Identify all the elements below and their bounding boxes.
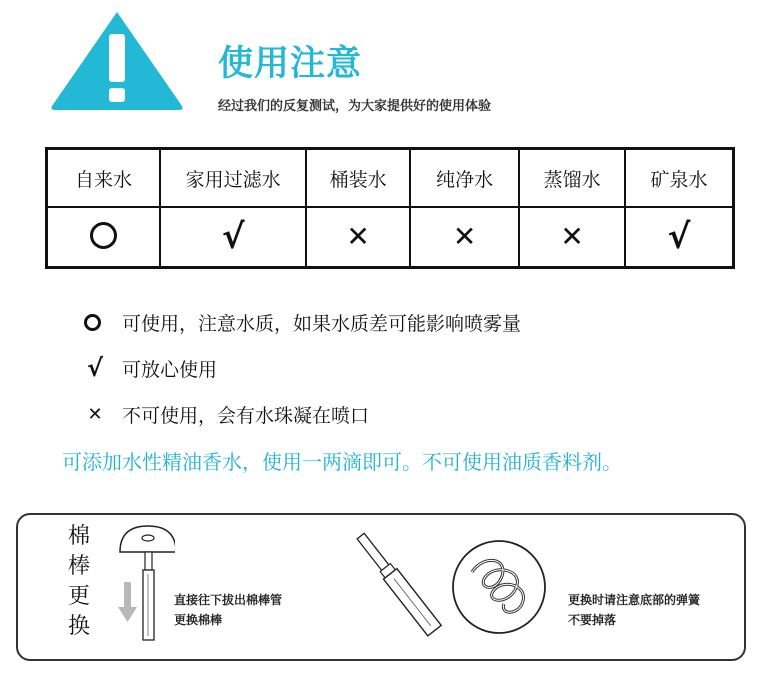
check-icon: √ (86, 354, 103, 382)
legend-text: 可放心使用 (122, 358, 218, 381)
table-header-cell: 矿泉水 (625, 149, 734, 208)
cross-icon: ✕ (452, 220, 477, 253)
check-icon: √ (667, 217, 691, 257)
table-header-cell: 蒸馏水 (519, 149, 625, 208)
cross-icon: ✕ (87, 404, 103, 425)
cotton-replace-title: 棉 棒 更 换 (67, 524, 90, 639)
legend-item (84, 401, 369, 428)
cross-icon: ✕ (560, 220, 584, 253)
cross-icon: ✕ (346, 220, 370, 253)
table-header-row (47, 149, 734, 208)
table-header-cell: 桶装水 (306, 149, 410, 208)
usage-note: 可添加水性精油香水，使用一两滴即可。不可使用油质香料剂。 (62, 450, 622, 474)
water-compatibility-table (45, 147, 735, 269)
legend-text: 可使用，注意水质，如果水质差可能影响喷雾量 (122, 313, 522, 335)
legend-item (84, 354, 217, 382)
spring-icon (444, 532, 554, 642)
legend-text: 不可使用，会有水珠凝在喷口 (122, 405, 370, 427)
page-title: 使用注意 (218, 44, 363, 84)
circle-icon (90, 222, 117, 249)
circle-icon (84, 314, 101, 331)
legend-item (84, 309, 521, 336)
cotton-rod-illustration (350, 528, 450, 640)
check-icon: √ (221, 217, 245, 257)
cotton-stick-pullout-illustration (115, 522, 175, 644)
table-header-cell: 纯净水 (410, 149, 520, 208)
table-row (47, 207, 734, 268)
spring-caption: 更换时请注意底部的弹簧 不要掉落 (568, 593, 701, 627)
page-subtitle: 经过我们的反复测试，为大家提供好的使用体验 (218, 99, 492, 114)
table-header-cell: 家用过滤水 (160, 149, 306, 208)
warning-triangle-icon (50, 10, 184, 112)
pullout-caption: 直接往下拔出棉棒管 更换棉棒 (174, 593, 283, 627)
table-header-cell: 自来水 (47, 149, 161, 208)
